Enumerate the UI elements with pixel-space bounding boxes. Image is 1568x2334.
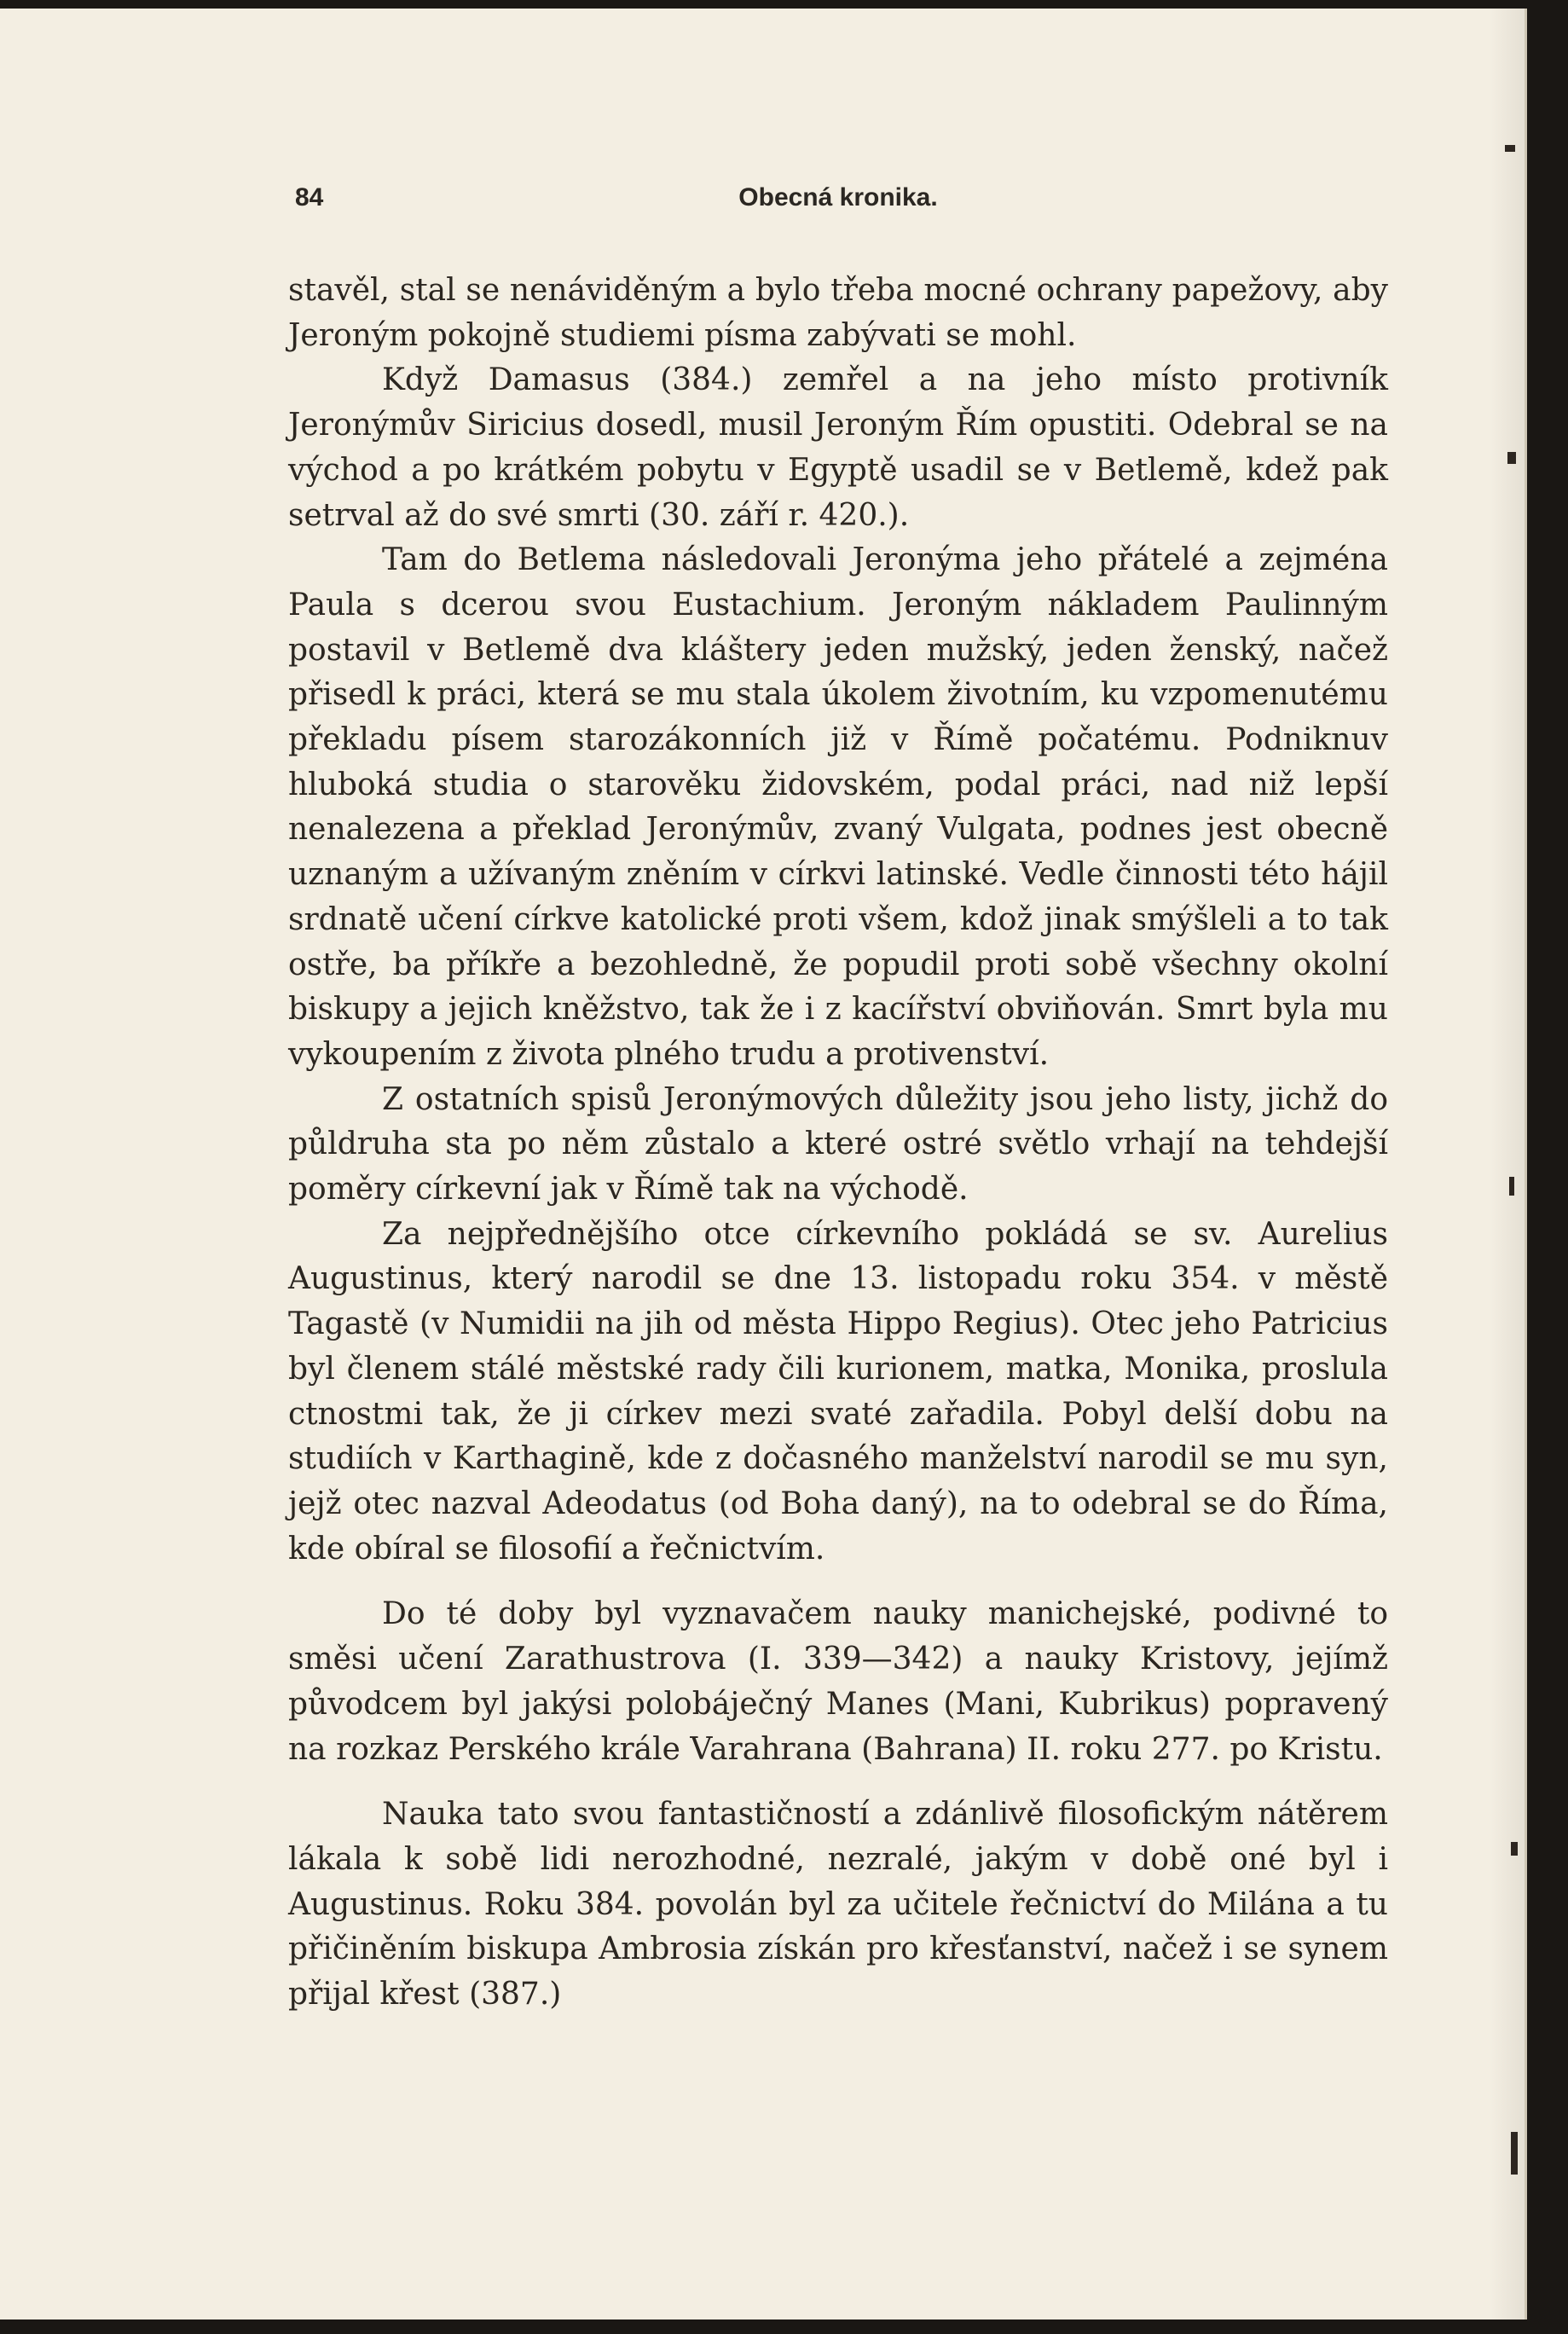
page-header [288,183,1388,223]
book-page [0,9,1527,2320]
margin-mark [1505,145,1515,152]
margin-mark [1507,452,1516,464]
paragraph-7: Nauka tato svou fantastičností a zdánlivě filosofickým nátěrem lákala k sobě lidi nerozhodné, nezralé, jakým v době oné byl i Augustinus. Roku 384. povolán byl za učitele řečnictví do Milána a tu přičiněním biskupa Ambrosia získán pro křesťanství, načež i se synem přijal křest (387.) [288,1797,1388,2013]
paragraph-6: Do té doby byl vyznavačem nauky manichejské, podivné to směsi učení Zarathustrova (I. 339—342) a nauky Kristovy, jejímž původcem byl jakýsi polobáječný Manes (Mani, Kubrikus) popravený na rozkaz Perského krále Varahrana (Bahrana) II. roku 277. po Kristu. [288,1596,1388,1767]
body-text [288,269,1388,2018]
page-edge-shadow [1490,9,1525,2320]
paragraph-5: Za nejpřednějšího otce církevního pokládá se sv. Aurelius Augustinus, který narodil se dne 13. listopadu roku 354. v městě Tagastě (v Numidii na jih od města Hippo Regius). Otec jeho Patricius byl členem stálé městské rady čili kurionem, matka, Monika, proslula ctnostmi tak, že ji církev mezi svaté zařadila. Pobyl delší dobu na studiích v Karthagině, kde z dočasného manželství narodil se mu syn, jejž otec nazval Adeodatus (od Boha daný), na to odebral se do Říma, kde obíral se filosofií a řečnictvím. [288,1216,1388,1567]
running-head: Obecná kronika. [738,183,938,211]
paragraph-1: stavěl, stal se nenáviděným a bylo třeba mocné ochrany papežovy, aby Jeroným pokojně studiemi písma zabývati se mohl. [288,273,1388,353]
margin-mark [1511,2132,1518,2175]
paragraph-3: Tam do Betlema následovali Jeronýma jeho přátelé a zejména Paula s dcerou svou Eustachium. Jeroným nákladem Paulinným postavil v Betlemě dva kláštery jeden mužský, jeden ženský, načež přisedl k práci, která se mu stala úkolem životním, ku vzpomenutému překladu písem starozákonních již v Římě počatému. Podniknuv hluboká studia o starověku židovském, podal práci, nad niž lepší nenalezena a překlad Jeronýmův, zvaný Vulgata, podnes jest obecně uznaným a užívaným zněním v církvi latinské. Vedle činnosti této hájil srdnatě učení církve katolické proti všem, kdož jinak smýšleli a to tak ostře, ba příkře a bezohledně, že popudil proti sobě všechny okolní biskupy a jejich kněžstvo, tak že i z kacířství obviňován. Smrt byla mu vykoupením z života plného trudu a protivenství. [288,542,1388,1072]
paragraph-2: Když Damasus (384.) zemřel a na jeho místo protivník Jeronýmův Siricius dosedl, musil Jeroným Řím opustiti. Odebral se na východ a po krátkém pobytu v Egyptě usadil se v Betlemě, kdež pak setrval až do své smrti (30. září r. 420.). [288,362,1388,533]
margin-mark [1509,1177,1514,1196]
paragraph-4: Z ostatních spisů Jeronýmových důležity jsou jeho listy, jichž do půldruha sta po něm zůstalo a které ostré světlo vrhají na tehdejší poměry církevní jak v Římě tak na východě. [288,1081,1388,1208]
page-number: 84 [295,183,324,211]
margin-mark [1511,1842,1518,1856]
